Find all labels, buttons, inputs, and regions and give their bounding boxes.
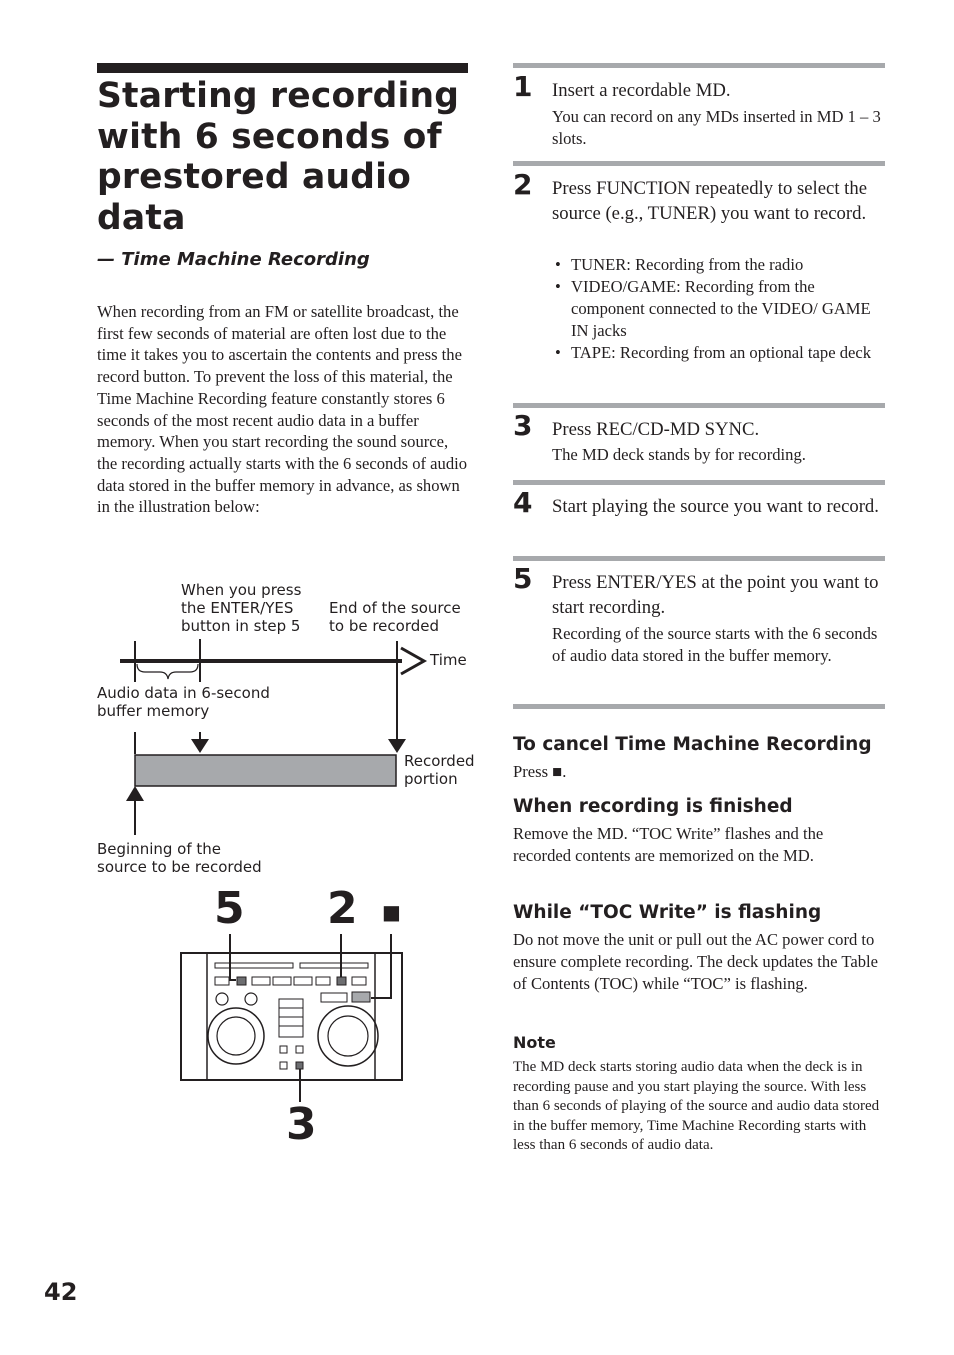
recorded-label: Recorded portion bbox=[404, 752, 475, 788]
step-divider bbox=[513, 556, 885, 561]
step-divider bbox=[513, 161, 885, 166]
section-heading: To cancel Time Machine Recording bbox=[513, 734, 872, 755]
step-number: 1 bbox=[513, 70, 533, 103]
step-2-source-list bbox=[552, 254, 882, 364]
enter-button bbox=[337, 977, 346, 985]
step-divider bbox=[513, 403, 885, 408]
step-5-detail: Recording of the source starts with the 6 seconds of audio data stored in the buffer memory. bbox=[552, 624, 878, 665]
callout-stop: ■ bbox=[382, 900, 401, 924]
step-number: 2 bbox=[513, 168, 533, 201]
source-option: • VIDEO/GAME: Recording from the component connected to the VIDEO/ GAME IN jacks bbox=[552, 276, 882, 342]
callout-step-3: 3 bbox=[286, 1099, 317, 1150]
step-5-instruction: Press ENTER/YES at the point you want to start recording. bbox=[552, 572, 879, 618]
step-number: 3 bbox=[513, 409, 533, 442]
section-body: Do not move the unit or pull out the AC power cord to ensure complete recording. The deck updates the Table of Contents (TOC) while “TOC” is flashing. bbox=[513, 930, 878, 993]
steps-end-divider bbox=[513, 704, 885, 709]
step-4-instruction: Start playing the source you want to record. bbox=[552, 496, 879, 517]
section-body: Press ■. bbox=[513, 762, 567, 781]
section-body: Remove the MD. “TOC Write” flashes and the recorded contents are memorized on the MD. bbox=[513, 824, 824, 865]
stop-button bbox=[352, 992, 370, 1002]
section-heading: When recording is finished bbox=[513, 796, 793, 817]
step-divider bbox=[513, 63, 885, 68]
step-2-instruction: Press FUNCTION repeatedly to select the source (e.g., TUNER) you want to record. bbox=[552, 178, 868, 224]
step-divider bbox=[513, 480, 885, 485]
section-heading: While “TOC Write” is flashing bbox=[513, 902, 822, 923]
note-body: The MD deck starts storing audio data when the deck is in recording pause and you start playing the source. With less than 6 seconds of playing of the source and audio data stored in the buffer memory, Time Machine Recording starts with less than 6 seconds of audio data. bbox=[513, 1059, 880, 1153]
page-subtitle: — Time Machine Recording bbox=[97, 249, 370, 270]
step-number: 4 bbox=[513, 486, 533, 519]
callout-step-5: 5 bbox=[214, 883, 245, 934]
end-label: End of the source to be recorded bbox=[329, 599, 461, 635]
page-title: Starting recording with 6 seconds of prestored audio data bbox=[97, 76, 460, 238]
step-number: 5 bbox=[513, 562, 533, 595]
press-label: When you press the ENTER/YES button in step 5 bbox=[181, 581, 302, 635]
callout-step-2: 2 bbox=[327, 883, 358, 934]
step-3-detail: The MD deck stands by for recording. bbox=[552, 445, 806, 464]
step-1-detail: You can record on any MDs inserted in MD 1 – 3 slots. bbox=[552, 107, 881, 148]
time-label: Time bbox=[430, 651, 467, 669]
note-heading: Note bbox=[513, 1033, 556, 1052]
begin-label: Beginning of the source to be recorded bbox=[97, 840, 262, 876]
buffer-label: Audio data in 6-second buffer memory bbox=[97, 684, 270, 720]
page-number: 42 bbox=[44, 1278, 78, 1306]
source-option: • TAPE: Recording from an optional tape deck bbox=[552, 342, 882, 364]
intro-paragraph: When recording from an FM or satellite broadcast, the first few seconds of material are often lost due to the time it takes you to ascertain the contents and press the record button. To prevent the loss of this material, the Time Machine Recording feature constantly stores 6 seconds of the most recent audio data in a buffer memory. When you start recording the sound source, the recording actually starts with the 6 seconds of audio data stored in the buffer memory in advance, as shown in the illustration below: bbox=[97, 302, 468, 517]
rec-sync-button bbox=[296, 1062, 303, 1069]
function-button bbox=[237, 977, 246, 985]
step-3-instruction: Press REC/CD-MD SYNC. bbox=[552, 419, 760, 440]
source-option: • TUNER: Recording from the radio bbox=[552, 254, 882, 276]
step-1-instruction: Insert a recordable MD. bbox=[552, 80, 731, 101]
